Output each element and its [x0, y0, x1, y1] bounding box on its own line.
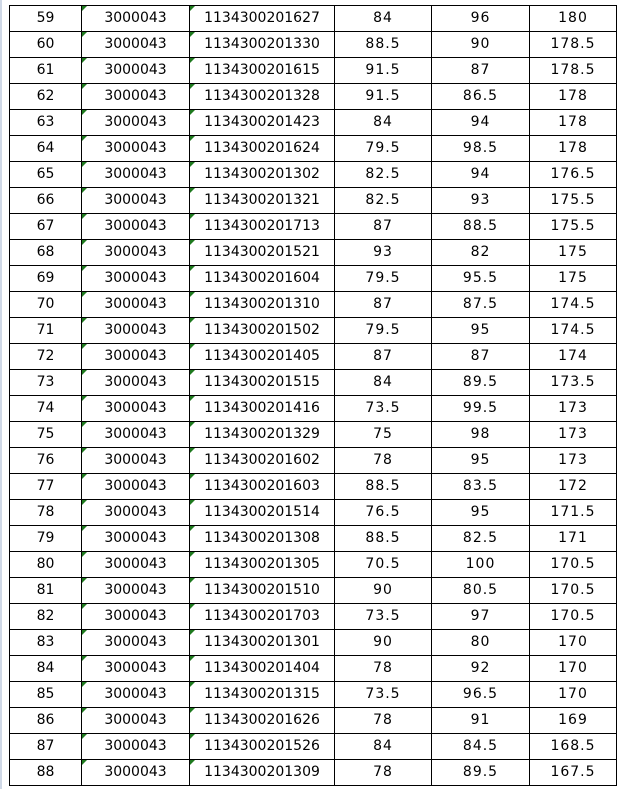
rank-cell[interactable]: 63: [10, 110, 82, 136]
total-cell[interactable]: 173.5: [530, 370, 617, 396]
id-cell[interactable]: 1134300201328: [190, 84, 335, 110]
rank-cell[interactable]: 87: [10, 734, 82, 760]
rank-cell[interactable]: 88: [10, 760, 82, 786]
score-b-cell[interactable]: 87: [432, 58, 530, 84]
table-row: [10, 448, 617, 474]
score-a-cell[interactable]: 73.5: [335, 604, 432, 630]
id-cell[interactable]: 1134300201604: [190, 266, 335, 292]
score-b-cell[interactable]: 98: [432, 422, 530, 448]
score-a-cell[interactable]: 78: [335, 760, 432, 786]
id-cell[interactable]: 1134300201502: [190, 318, 335, 344]
score-a-cell[interactable]: 84: [335, 110, 432, 136]
score-a-cell[interactable]: 73.5: [335, 682, 432, 708]
score-a-cell[interactable]: 90: [335, 578, 432, 604]
table-row: [10, 6, 617, 32]
code-cell[interactable]: 3000043: [82, 32, 190, 58]
code-cell[interactable]: 3000043: [82, 162, 190, 188]
table-row: [10, 370, 617, 396]
score-a-cell[interactable]: 87: [335, 214, 432, 240]
rank-cell[interactable]: 68: [10, 240, 82, 266]
table-row: [10, 84, 617, 110]
rank-cell[interactable]: 80: [10, 552, 82, 578]
rank-cell[interactable]: 73: [10, 370, 82, 396]
total-cell[interactable]: 170: [530, 682, 617, 708]
rank-cell[interactable]: 66: [10, 188, 82, 214]
id-cell[interactable]: 1134300201301: [190, 630, 335, 656]
code-cell[interactable]: 3000043: [82, 6, 190, 32]
rank-cell[interactable]: 61: [10, 58, 82, 84]
rank-cell[interactable]: 77: [10, 474, 82, 500]
rank-cell[interactable]: 81: [10, 578, 82, 604]
window-edge: [0, 0, 2, 789]
code-cell[interactable]: 3000043: [82, 578, 190, 604]
code-cell[interactable]: 3000043: [82, 318, 190, 344]
score-a-cell[interactable]: 79.5: [335, 318, 432, 344]
total-cell[interactable]: 171: [530, 526, 617, 552]
score-a-cell[interactable]: 82.5: [335, 162, 432, 188]
total-cell[interactable]: 174: [530, 344, 617, 370]
score-a-cell[interactable]: 79.5: [335, 136, 432, 162]
id-cell[interactable]: 1134300201510: [190, 578, 335, 604]
score-a-cell[interactable]: 88.5: [335, 526, 432, 552]
table-row: [10, 214, 617, 240]
score-b-cell[interactable]: 96: [432, 6, 530, 32]
score-b-cell[interactable]: 90: [432, 32, 530, 58]
table-row: [10, 526, 617, 552]
score-a-cell[interactable]: 91.5: [335, 58, 432, 84]
code-cell[interactable]: 3000043: [82, 656, 190, 682]
table-row: [10, 292, 617, 318]
id-cell[interactable]: 1134300201315: [190, 682, 335, 708]
id-cell[interactable]: 1134300201405: [190, 344, 335, 370]
table-row: [10, 32, 617, 58]
code-cell[interactable]: 3000043: [82, 682, 190, 708]
score-b-cell[interactable]: 87: [432, 344, 530, 370]
total-cell[interactable]: 173: [530, 396, 617, 422]
table-row: [10, 136, 617, 162]
code-cell[interactable]: 3000043: [82, 552, 190, 578]
rank-cell[interactable]: 76: [10, 448, 82, 474]
total-cell[interactable]: 172: [530, 474, 617, 500]
score-a-cell[interactable]: 88.5: [335, 32, 432, 58]
rank-cell[interactable]: 79: [10, 526, 82, 552]
table-row: [10, 760, 617, 786]
score-b-cell[interactable]: 98.5: [432, 136, 530, 162]
table-row: [10, 604, 617, 630]
code-cell[interactable]: 3000043: [82, 526, 190, 552]
table-row: [10, 396, 617, 422]
total-cell[interactable]: 176.5: [530, 162, 617, 188]
rank-cell[interactable]: 72: [10, 344, 82, 370]
code-cell[interactable]: 3000043: [82, 474, 190, 500]
rank-cell[interactable]: 60: [10, 32, 82, 58]
total-cell[interactable]: 169: [530, 708, 617, 734]
total-cell[interactable]: 175.5: [530, 214, 617, 240]
total-cell[interactable]: 167.5: [530, 760, 617, 786]
score-a-cell[interactable]: 90: [335, 630, 432, 656]
table-row: [10, 474, 617, 500]
table-row: [10, 240, 617, 266]
code-cell[interactable]: 3000043: [82, 188, 190, 214]
score-b-cell[interactable]: 96.5: [432, 682, 530, 708]
score-b-cell[interactable]: 83.5: [432, 474, 530, 500]
score-a-cell[interactable]: 78: [335, 708, 432, 734]
table-row: [10, 266, 617, 292]
id-cell[interactable]: 1134300201321: [190, 188, 335, 214]
rank-cell[interactable]: 85: [10, 682, 82, 708]
table-row: [10, 110, 617, 136]
score-b-cell[interactable]: 86.5: [432, 84, 530, 110]
rank-cell[interactable]: 74: [10, 396, 82, 422]
total-cell[interactable]: 178: [530, 110, 617, 136]
score-b-cell[interactable]: 99.5: [432, 396, 530, 422]
id-cell[interactable]: 1134300201305: [190, 552, 335, 578]
code-cell[interactable]: 3000043: [82, 734, 190, 760]
table-row: [10, 552, 617, 578]
code-cell[interactable]: 3000043: [82, 448, 190, 474]
score-b-cell[interactable]: 92: [432, 656, 530, 682]
score-b-cell[interactable]: 88.5: [432, 214, 530, 240]
id-cell[interactable]: 1134300201602: [190, 448, 335, 474]
score-a-cell[interactable]: 84: [335, 6, 432, 32]
score-b-cell[interactable]: 80.5: [432, 578, 530, 604]
code-cell[interactable]: 3000043: [82, 266, 190, 292]
score-b-cell[interactable]: 84.5: [432, 734, 530, 760]
code-cell[interactable]: 3000043: [82, 110, 190, 136]
rank-cell[interactable]: 65: [10, 162, 82, 188]
total-cell[interactable]: 178: [530, 84, 617, 110]
rank-cell[interactable]: 84: [10, 656, 82, 682]
total-cell[interactable]: 173: [530, 448, 617, 474]
score-a-cell[interactable]: 73.5: [335, 396, 432, 422]
score-a-cell[interactable]: 78: [335, 656, 432, 682]
score-a-cell[interactable]: 93: [335, 240, 432, 266]
score-a-cell[interactable]: 84: [335, 370, 432, 396]
score-a-cell[interactable]: 78: [335, 448, 432, 474]
code-cell[interactable]: 3000043: [82, 630, 190, 656]
id-cell[interactable]: 1134300201626: [190, 708, 335, 734]
id-cell[interactable]: 1134300201404: [190, 656, 335, 682]
rank-cell[interactable]: 59: [10, 6, 82, 32]
id-cell[interactable]: 1134300201703: [190, 604, 335, 630]
total-cell[interactable]: 171.5: [530, 500, 617, 526]
score-b-cell[interactable]: 95: [432, 500, 530, 526]
rank-cell[interactable]: 70: [10, 292, 82, 318]
code-cell[interactable]: 3000043: [82, 84, 190, 110]
rank-cell[interactable]: 67: [10, 214, 82, 240]
score-b-cell[interactable]: 94: [432, 162, 530, 188]
id-cell[interactable]: 1134300201514: [190, 500, 335, 526]
table-row: [10, 162, 617, 188]
score-table: [9, 5, 617, 786]
id-cell[interactable]: 1134300201416: [190, 396, 335, 422]
id-cell[interactable]: 1134300201423: [190, 110, 335, 136]
table-row: [10, 682, 617, 708]
code-cell[interactable]: 3000043: [82, 240, 190, 266]
id-cell[interactable]: 1134300201309: [190, 760, 335, 786]
id-cell[interactable]: 1134300201308: [190, 526, 335, 552]
table-row: [10, 656, 617, 682]
score-b-cell[interactable]: 89.5: [432, 760, 530, 786]
table-row: [10, 318, 617, 344]
total-cell[interactable]: 170.5: [530, 552, 617, 578]
score-b-cell[interactable]: 95: [432, 318, 530, 344]
id-cell[interactable]: 1134300201603: [190, 474, 335, 500]
rank-cell[interactable]: 83: [10, 630, 82, 656]
rank-cell[interactable]: 64: [10, 136, 82, 162]
id-cell[interactable]: 1134300201515: [190, 370, 335, 396]
total-cell[interactable]: 175.5: [530, 188, 617, 214]
score-a-cell[interactable]: 88.5: [335, 474, 432, 500]
rank-cell[interactable]: 82: [10, 604, 82, 630]
table-row: [10, 630, 617, 656]
id-cell[interactable]: 1134300201713: [190, 214, 335, 240]
rank-cell[interactable]: 75: [10, 422, 82, 448]
score-a-cell[interactable]: 76.5: [335, 500, 432, 526]
score-b-cell[interactable]: 91: [432, 708, 530, 734]
id-cell[interactable]: 1134300201624: [190, 136, 335, 162]
table-row: [10, 344, 617, 370]
score-a-cell[interactable]: 84: [335, 734, 432, 760]
table-row: [10, 578, 617, 604]
id-cell[interactable]: 1134300201521: [190, 240, 335, 266]
score-a-cell[interactable]: 87: [335, 292, 432, 318]
code-cell[interactable]: 3000043: [82, 136, 190, 162]
rank-cell[interactable]: 62: [10, 84, 82, 110]
rank-cell[interactable]: 86: [10, 708, 82, 734]
total-cell[interactable]: 178.5: [530, 32, 617, 58]
total-cell[interactable]: 168.5: [530, 734, 617, 760]
code-cell[interactable]: 3000043: [82, 396, 190, 422]
score-a-cell[interactable]: 87: [335, 344, 432, 370]
total-cell[interactable]: 170.5: [530, 578, 617, 604]
id-cell[interactable]: 1134300201330: [190, 32, 335, 58]
table-body: [10, 6, 617, 786]
score-b-cell[interactable]: 82.5: [432, 526, 530, 552]
total-cell[interactable]: 170: [530, 630, 617, 656]
rank-cell[interactable]: 78: [10, 500, 82, 526]
code-cell[interactable]: 3000043: [82, 422, 190, 448]
score-a-cell[interactable]: 79.5: [335, 266, 432, 292]
score-b-cell[interactable]: 89.5: [432, 370, 530, 396]
score-b-cell[interactable]: 95.5: [432, 266, 530, 292]
table-row: [10, 500, 617, 526]
total-cell[interactable]: 175: [530, 266, 617, 292]
score-b-cell[interactable]: 97: [432, 604, 530, 630]
score-a-cell[interactable]: 70.5: [335, 552, 432, 578]
table-row: [10, 188, 617, 214]
score-a-cell[interactable]: 75: [335, 422, 432, 448]
total-cell[interactable]: 170.5: [530, 604, 617, 630]
code-cell[interactable]: 3000043: [82, 292, 190, 318]
id-cell[interactable]: 1134300201302: [190, 162, 335, 188]
code-cell[interactable]: 3000043: [82, 370, 190, 396]
total-cell[interactable]: 180: [530, 6, 617, 32]
code-cell[interactable]: 3000043: [82, 344, 190, 370]
table-row: [10, 734, 617, 760]
rank-cell[interactable]: 69: [10, 266, 82, 292]
score-b-cell[interactable]: 94: [432, 110, 530, 136]
id-cell[interactable]: 1134300201615: [190, 58, 335, 84]
table-row: [10, 58, 617, 84]
total-cell[interactable]: 174.5: [530, 292, 617, 318]
total-cell[interactable]: 174.5: [530, 318, 617, 344]
score-b-cell[interactable]: 100: [432, 552, 530, 578]
rank-cell[interactable]: 71: [10, 318, 82, 344]
score-b-cell[interactable]: 93: [432, 188, 530, 214]
code-cell[interactable]: 3000043: [82, 500, 190, 526]
id-cell[interactable]: 1134300201310: [190, 292, 335, 318]
total-cell[interactable]: 178.5: [530, 58, 617, 84]
score-b-cell[interactable]: 95: [432, 448, 530, 474]
id-cell[interactable]: 1134300201329: [190, 422, 335, 448]
score-a-cell[interactable]: 82.5: [335, 188, 432, 214]
score-b-cell[interactable]: 87.5: [432, 292, 530, 318]
code-cell[interactable]: 3000043: [82, 708, 190, 734]
total-cell[interactable]: 175: [530, 240, 617, 266]
table-row: [10, 422, 617, 448]
id-cell[interactable]: 1134300201627: [190, 6, 335, 32]
total-cell[interactable]: 173: [530, 422, 617, 448]
id-cell[interactable]: 1134300201526: [190, 734, 335, 760]
score-b-cell[interactable]: 82: [432, 240, 530, 266]
code-cell[interactable]: 3000043: [82, 214, 190, 240]
score-a-cell[interactable]: 91.5: [335, 84, 432, 110]
total-cell[interactable]: 170: [530, 656, 617, 682]
total-cell[interactable]: 178: [530, 136, 617, 162]
table-row: [10, 708, 617, 734]
score-b-cell[interactable]: 80: [432, 630, 530, 656]
code-cell[interactable]: 3000043: [82, 58, 190, 84]
code-cell[interactable]: 3000043: [82, 760, 190, 786]
code-cell[interactable]: 3000043: [82, 604, 190, 630]
